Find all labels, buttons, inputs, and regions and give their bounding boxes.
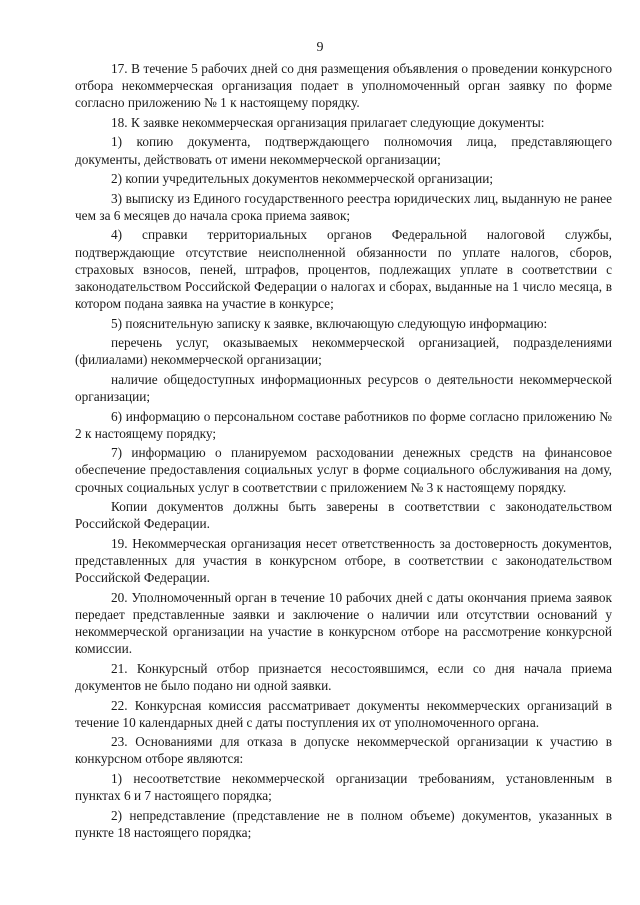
paragraph-18-item-7: 7) информацию о планируемом расходовании денежных средств на финансовое обеспечение предоставления социальных услуг в форме социального обслуживания на дому, срочных социальных услуг в соответствии с приложением № 3 к настоящему порядку. (75, 445, 612, 495)
paragraph-18: 18. К заявке некоммерческая организация прилагает следующие документы: (111, 114, 545, 130)
paragraph-18-item-2: 2) копии учредительных документов некоммерческой организации; (111, 171, 494, 187)
paragraph-23-item-2: 2) непредставление (представление не в полном объеме) документов, указанных в пункте 18 настоящего порядка; (75, 807, 612, 840)
paragraph-20: 20. Уполномоченный орган в течение 10 рабочих дней с даты окончания приема заявок передает представленные заявки и заключение о наличии или отсутствии оснований у некоммерческой организации на участие в конкурсном отборе на рассмотрение конкурсной комиссии. (75, 589, 612, 657)
paragraph-21: 21. Конкурсный отбор признается несостоявшимся, если со дня начала приема документов не было подано ни одной заявки. (75, 660, 612, 694)
paragraph-18-item-3: 3) выписку из Единого государственного реестра юридических лиц, выданную не ранее чем за 6 месяцев до начала срока приема заявок; (75, 190, 612, 223)
paragraph-17: 17. В течение 5 рабочих дней со дня размещения объявления о проведении конкурсного отбора некоммерческая организация подает в уполномоченный орган заявку по форме согласно приложению № 1 к настоящему порядку. (75, 61, 612, 111)
page-number: 9 (316, 40, 324, 55)
paragraph-19: 19. Некоммерческая организация несет ответственность за достоверность документов, представленных для участия в конкурсном отборе, в соответствии с законодательством Российской Федерации. (75, 535, 612, 586)
paragraph-18-item-6: 6) информацию о персональном составе работников по форме согласно приложению № 2 к настоящему порядку; (75, 408, 612, 441)
paragraph-18-item-1: 1) копию документа, подтверждающего полномочия лица, представляющего документы, действовать от имени некоммерческой организации; (75, 134, 612, 167)
paragraph-23: 23. Основаниями для отказа в допуске некоммерческой организации к участию в конкурсном отборе являются: (75, 734, 612, 767)
paragraph-22: 22. Конкурсная комиссия рассматривает документы некоммерческих организаций в течение 10 календарных дней с даты поступления их от уполномоченного органа. (75, 697, 612, 730)
paragraph-18-item-5-resources: наличие общедоступных информационных ресурсов о деятельности некоммерческой организации; (75, 371, 612, 405)
paragraph-23-item-1: 1) несоответствие некоммерческой организации требованиям, установленным в пунктах 6 и 7 настоящего порядка; (75, 770, 612, 804)
paragraph-18-item-5: 5) пояснительную записку к заявке, включающую следующую информацию: (111, 315, 548, 331)
paragraph-18-item-5-services: перечень услуг, оказываемых некоммерческой организацией, подразделениями (филиалами) некоммерческой организации; (75, 335, 612, 368)
paragraph-18-item-4: 4) справки территориальных органов Федеральной налоговой службы, подтверждающие отсутствие неисполненной обязанности по уплате налогов, сборов, страховых взносов, пеней, штрафов, процентов, подлежащих уплате в соответствии с законодательством Российской Федерации о налогах и сборах, выданные на 1 число месяца, в котором подана заявка на участие в конкурсе; (75, 227, 612, 312)
document-body (75, 60, 612, 843)
paragraph-18-copies: Копии документов должны быть заверены в соответствии с законодательством Российской Федерации. (75, 499, 612, 532)
